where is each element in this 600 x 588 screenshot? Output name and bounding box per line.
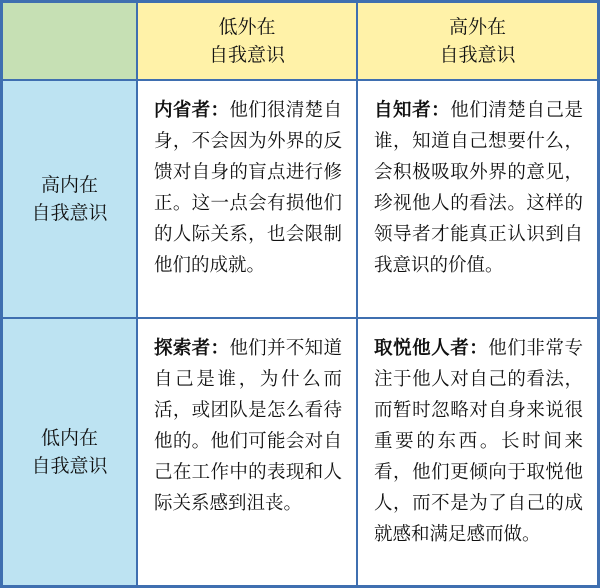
column-header-line: 低外在 bbox=[218, 16, 276, 38]
column-header-line: 自我意识 bbox=[208, 44, 285, 66]
cell-aware bbox=[358, 81, 597, 317]
cell-term: 自知者： bbox=[374, 100, 451, 121]
cell-text: 他们并不知道自己是谁，为什么而活，或团队是怎么看待他的。他们可能会对自己在工作中的表现和人际关系感到沮丧。 bbox=[154, 338, 342, 514]
column-header-line: 高外在 bbox=[448, 16, 506, 38]
row-header-low-internal bbox=[3, 319, 136, 585]
column-header-high-external bbox=[358, 3, 597, 79]
cell-term: 取悦他人者： bbox=[374, 338, 489, 359]
row-header-line: 低内在 bbox=[40, 427, 98, 449]
corner-cell bbox=[3, 3, 136, 79]
row-header-line: 自我意识 bbox=[31, 202, 108, 224]
column-header-low-external bbox=[138, 3, 356, 79]
cell-seeker bbox=[138, 319, 356, 585]
row-header-line: 高内在 bbox=[40, 174, 98, 196]
cell-text: 他们很清楚自身，不会因为外界的反馈对自身的盲点进行修正。这一点会有损他们的人际关系，也会限制他们的成就。 bbox=[154, 100, 342, 276]
cell-term: 探索者： bbox=[154, 338, 230, 359]
column-header-line: 自我意识 bbox=[439, 44, 516, 66]
cell-term: 内省者： bbox=[154, 100, 230, 121]
row-header-line: 自我意识 bbox=[31, 455, 108, 477]
cell-pleaser bbox=[358, 319, 597, 585]
cell-introspector bbox=[138, 81, 356, 317]
cell-text: 他们非常专注于他人对自己的看法，而暂时忽略对自身来说很重要的东西。长时间来看，他们更倾向于取悦他人，而不是为了自己的成就感和满足感而做。 bbox=[374, 338, 583, 545]
cell-text: 他们清楚自己是谁，知道自己想要什么，会积极吸取外界的意见，珍视他人的看法。这样的领导者才能真正认识到自我意识的价值。 bbox=[374, 100, 583, 276]
row-header-high-internal bbox=[3, 81, 136, 317]
